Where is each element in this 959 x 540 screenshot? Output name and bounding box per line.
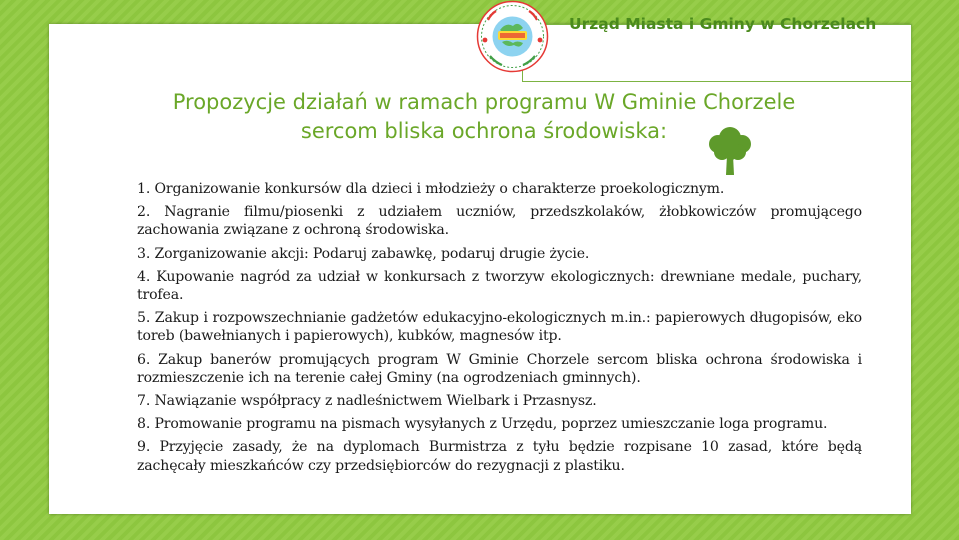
list-item: 4. Kupowanie nagród za udział w konkursach z tworzyw ekologicznych: drewniane medale, puchary, trofea. xyxy=(137,268,862,304)
proposal-list xyxy=(137,180,862,480)
municipality-program-logo-icon xyxy=(476,0,549,73)
list-item: 3. Zorganizowanie akcji: Podaruj zabawkę, podaruj drugie życie. xyxy=(137,245,590,262)
list-item: 7. Nawiązanie współpracy z nadleśnictwem Wielbark i Przasnysz. xyxy=(137,393,597,410)
title-line-1: Propozycje działań w ramach programu W Gminie Chorzele xyxy=(172,90,796,114)
list-item: 8. Promowanie programu na pismach wysyłanych z Urzędu, poprzez umieszczanie loga programu. xyxy=(137,416,828,433)
tree-icon xyxy=(702,123,758,177)
list-item: 5. Zakup i rozpowszechnianie gadżetów edukacyjno-ekologicznych m.in.: papierowych długopisów, eko toreb (bawełnianych i papierowych), kubków, magnesów itp. xyxy=(137,310,862,345)
list-item: 6. Zakup banerów promujących program W Gminie Chorzele sercom bliska ochrona środowiska i rozmieszczenie ich na terenie całej Gminy (na ogrodzeniach gminnych). xyxy=(137,351,862,386)
list-item: 9. Przyjęcie zasady, że na dyplomach Burmistrza z tyłu będzie rozpisane 10 zasad, które będą zachęcały mieszkańców czy przedsiębiorców do rezygnacji z plastiku. xyxy=(137,439,862,474)
organization-name: Urząd Miasta i Gminy w Chorzelach xyxy=(569,15,877,33)
title-line-2: sercom bliska ochrona środowiska: xyxy=(300,119,668,143)
list-item: 1. Organizowanie konkursów dla dzieci i młodzieży o charakterze proekologicznym. xyxy=(137,181,725,197)
page-title xyxy=(84,88,884,146)
list-item: 2. Nagranie filmu/piosenki z udziałem uczniów, przedszkolaków, żłobkowiczów promującego zachowania związane z ochroną środowiska. xyxy=(137,204,862,239)
